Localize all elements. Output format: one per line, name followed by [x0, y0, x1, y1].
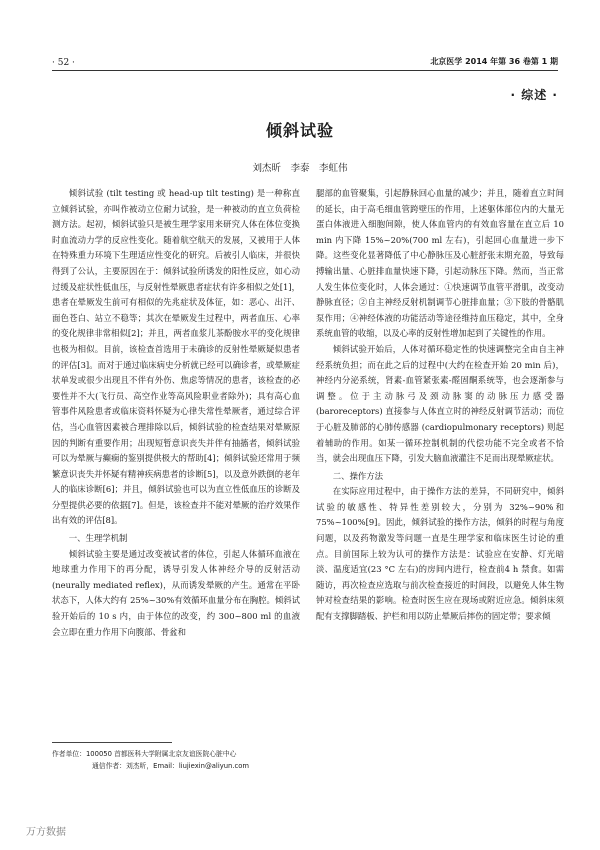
- paragraph: 倾斜试验开始后，人体对循环稳定性的快速调整完全由自主神经系统负担；而在此之后的过程中(大约在检查开始 20 min 后)，神经内分泌系统，肾素-血管紧张素-醛固酮系统等，也会逐渐参与调整。位于主动脉弓及颈动脉窦的动脉压力感受器 (baroreceptors) 直接参与人体直立时的神经反射调节活动；而位于心脏及肺部的心肺传感器 (cardiopulmonary receptors) 则起着辅助的作用。如某一循环控制机制的代偿功能不完全或者不恰当，就会出现血压下降，引发大脑血液灌注不足而出现晕厥症状。: [316, 343, 564, 464]
- page-number: · 52 ·: [52, 58, 75, 68]
- footnote: [52, 748, 312, 772]
- paragraph: 倾斜试验主要是通过改变被试者的体位，引起人体循环血液在地球重力作用下的再分配，诱导引发人体神经介导的反射活动 (neurally mediated reflex)，从而诱发晕厥的产生。通常在平卧状态下，人体大约有 25%~30%有效循环血量分布在胸腔。倾斜试验开始后的 10 s 内，由于体位的改变，约 300~800 ml 的血液会立即在重力作用下向腹部、骨盆和: [52, 548, 300, 637]
- paragraph: 倾斜试验 (tilt testing 或 head-up tilt testing) 是一种称直立倾斜试验，亦叫作被动立位耐力试验，是一种被动的直立负荷检测方法。起初，倾斜试验只是被生理学家用来研究人体在体位变换时血流动力学的反应性变化。随着航空航天的发展，又被用于人体在特殊重力环境下生理适应性变化的研究。后被引人临床，并很快得到了公认，主要原因在于：倾斜试验所诱发的阳性反应，如心动过缓及症状性低血压，与反射性晕厥患者症状有许多相似之处[1]，患者在晕厥发生前可有相似的先兆症状及体征，如：恶心、出汗、面色苍白、站立不稳等；其次在晕厥发生过程中，两者血压、心率的变化规律非常相似[2]；并且，两者血浆儿茶酚胺水平的变化规律也极为相似。目前，该检查首选用于未确诊的反射性晕厥疑似患者的评估[3]。而对于通过临床病史分析就已经可以确诊者，或晕厥症状单发或很少出现且不伴有外伤、焦虑等情况的患者，该检查的必要性并不大(飞行员、高空作业等高风险职业者除外)；具有高心血管事件风险患者或临床资料怀疑为心律失常性晕厥者，通过综合评估，当心血管因素被合理排除以后，倾斜试验的检查结果对晕厥原因的判断有重要作用；出现短暂意识丧失并伴有抽搐者，倾斜试验可以为晕厥与癫痫的鉴别提供极大的帮助[4]；倾斜试验还常用于频繁意识丧失并怀疑有精神疾病患者的诊断[5]，以及意外跌倒的老年人的临床诊断[6]；并且，倾斜试验也可以为直立性低血压的诊断及分型提供必要的依据[7]。但是，该检查并不能对晕厥的治疗效果作出有效的评估[8]。: [52, 188, 300, 526]
- section-heading: 二、操作方法: [332, 470, 384, 481]
- section-label: · 综述 ·: [510, 88, 558, 102]
- section-heading: 一、生理学机制: [68, 533, 128, 544]
- paragraph-continued: 腿部的血管聚集，引起静脉回心血量的减少；并且，随着直立时间的延长，由于高毛细血管跨壁压的作用，上述躯体部位内的大量无蛋白体液进入细胞间隙，使人体血管内的有效血容量在直立后 10 min 内下降 15%~20%(700 ml 左右)，引起回心血量进一步下降。这些变化显著降低了中心静脉压及心脏舒张末期充盈，导致每搏输出量、心脏排血量快速下降，引起动脉压下降。然而，当正常人发生体位变化时，人体会通过：①快速调节血管平滑肌，改变动静脉直径；②自主神经反射机制调节心脏排血量；③下肢的骨骼肌泵作用；④神经体液的功能活动等途径维持血压稳定，其中，全身系统血管的收缩，以及心率的反射性增加起到了关键性的作用。: [316, 188, 564, 339]
- article-title: 倾斜试验: [265, 121, 334, 140]
- left-column: [52, 186, 300, 640]
- header-divider: [52, 70, 558, 71]
- paragraph: 在实际应用过程中，由于操作方法的差异，不同研究中，倾斜试验的敏感性、特异性差别较大，分别为 32%~90%和 75%~100%[9]。因此，倾斜试验的操作方法，倾斜的时程与角度问题，以及药物激发等问题一直是生理学家和临床医生讨论的重点。目前国际上较为认可的操作方法是：试验应在安静、灯光暗淡、温度适宜(23 °C 左右)的房间内进行，检查前4 h 禁食。如需随访，再次检查应选取与前次检查接近的时间段，以避免人体生物钟对检查结果的影响。检查时医生应在现场或附近应急。倾斜床须配有支撑脚踏板、护栏和用以防止晕厥后摔伤的固定带；要求倾: [316, 486, 564, 622]
- footnote-correspondence: 通信作者：刘杰昕，Email：liujiexin@aliyun.com: [92, 762, 250, 770]
- footnote-affiliation: 作者单位：100050 首都医科大学附属北京友谊医院心脏中心: [52, 750, 237, 758]
- article-authors: 刘杰昕 李泰 李虹伟: [252, 163, 348, 174]
- watermark: 万方数据: [26, 827, 66, 838]
- journal-header: 北京医学 2014 年第 36 卷第 1 期: [430, 57, 558, 66]
- footnote-divider: [52, 742, 172, 743]
- right-column: [316, 186, 564, 625]
